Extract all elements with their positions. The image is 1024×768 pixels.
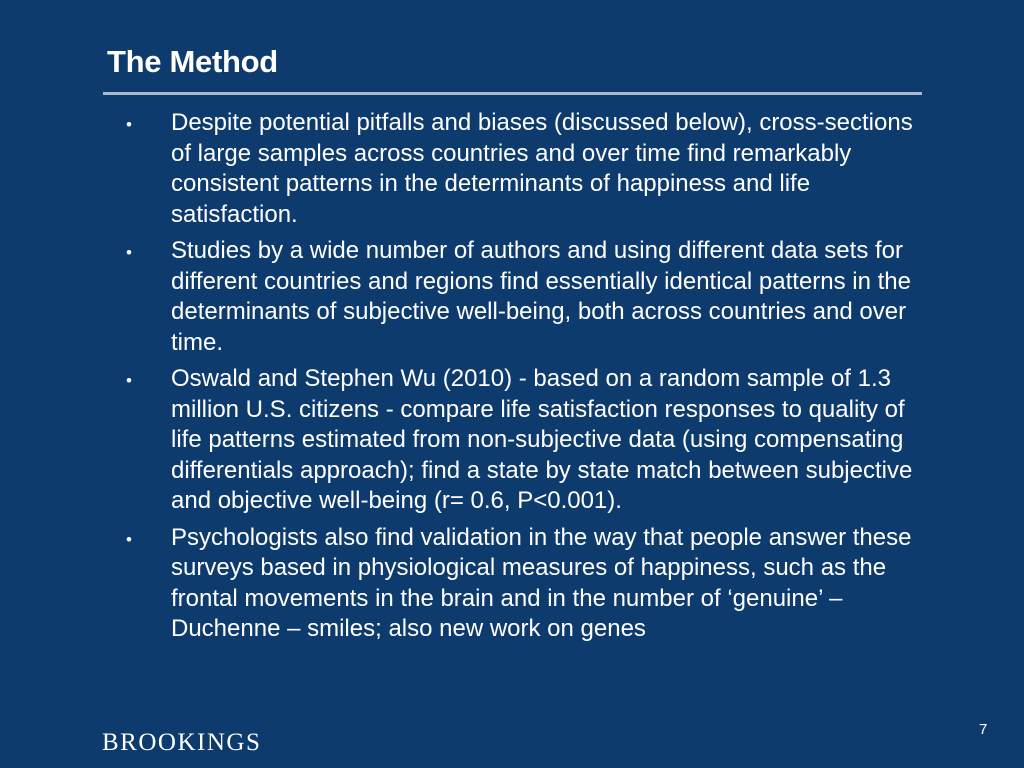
bullet-list bbox=[0, 108, 1024, 651]
bullet-marker: • bbox=[126, 115, 132, 134]
page-number: 7 bbox=[979, 721, 988, 738]
title-divider bbox=[103, 92, 922, 95]
bullet-text: Psychologists also find validation in the way that people answer these surveys based in physiological measures of happiness, such as the frontal movements in the brain and in the number of ‘genuine’ – Duchenne – smiles; also new work on genes bbox=[171, 523, 912, 642]
bullet-text: Oswald and Stephen Wu (2010) - based on a random sample of 1.3 million U.S. citizens - compare life satisfaction responses to quality of life patterns estimated from non-subjective data (using compensating differentials approach); find a state by state match between subjective and objective well-being (r= 0.6, P<0.001). bbox=[171, 365, 913, 514]
bullet-marker: • bbox=[126, 243, 132, 262]
bullet-marker: • bbox=[126, 371, 132, 390]
bullet-item bbox=[0, 236, 1024, 358]
bullet-text: Studies by a wide number of authors and using different data sets for different countries and regions find essentially identical patterns in the determinants of subjective well-being, both across countries and over time. bbox=[171, 237, 912, 356]
bullet-text: Despite potential pitfalls and biases (discussed below), cross-sections of large samples across countries and over time find remarkably consistent patterns in the determinants of happiness and life satisfaction. bbox=[171, 109, 913, 228]
bullet-item bbox=[0, 523, 1024, 645]
slide-title: The Method bbox=[107, 44, 278, 79]
bullet-item bbox=[0, 108, 1024, 230]
bullet-marker: • bbox=[126, 529, 132, 549]
bullet-item bbox=[0, 364, 1024, 517]
brookings-logo: BROOKINGS bbox=[102, 729, 262, 756]
